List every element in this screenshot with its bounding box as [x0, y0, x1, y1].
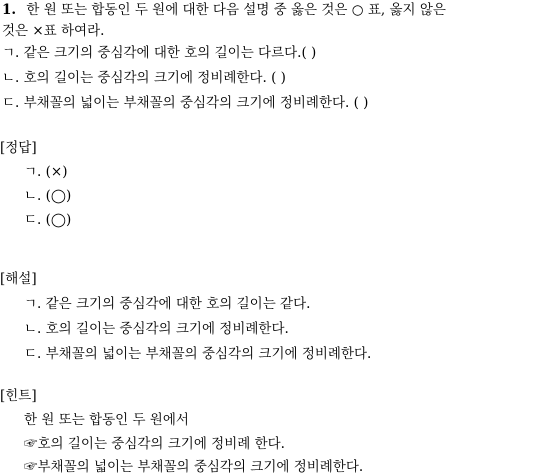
question-stem-line-2: 것은 ×표 하여라. [2, 23, 105, 39]
answer-item-1: ㄱ. (×) [24, 164, 68, 180]
hint-item-2: ☞호의 길이는 중심각의 크기에 정비례 한다. [24, 436, 285, 452]
question-stem-text: 한 원 또는 합동인 두 원에 대한 다음 설명 중 옳은 것은 ○ 표, 옳지 않은 [26, 2, 446, 18]
answer-item-2: ㄴ. (◯) [24, 188, 72, 204]
question-number: 1. [2, 2, 17, 18]
answer-item-3: ㄷ. (◯) [24, 212, 72, 228]
question-item-1: ㄱ. 같은 크기의 중심각에 대한 호의 길이는 다르다.( ) [2, 45, 317, 61]
hint-item-3: ☞부채꼴의 넓이는 부채꼴의 중심각의 크기에 정비례한다. [24, 459, 364, 475]
explanation-item-2: ㄴ. 호의 길이는 중심각의 크기에 정비례한다. [24, 321, 289, 337]
explanation-item-1: ㄱ. 같은 크기의 중심각에 대한 호의 길이는 같다. [24, 296, 311, 312]
explanation-item-3: ㄷ. 부채꼴의 넓이는 부채꼴의 중심각의 크기에 정비례한다. [24, 346, 372, 362]
question-stem-line-1 [2, 1, 446, 19]
answer-heading: [정답] [0, 140, 37, 156]
question-item-3: ㄷ. 부채꼴의 넓이는 부채꼴의 중심각의 크기에 정비례한다. ( ) [2, 95, 369, 111]
explanation-heading: [해설] [0, 271, 37, 287]
hint-heading: [힌트] [0, 388, 37, 404]
question-item-2: ㄴ. 호의 길이는 중심각의 크기에 정비례한다. ( ) [2, 70, 286, 86]
hint-item-1: 한 원 또는 합동인 두 원에서 [24, 412, 189, 428]
